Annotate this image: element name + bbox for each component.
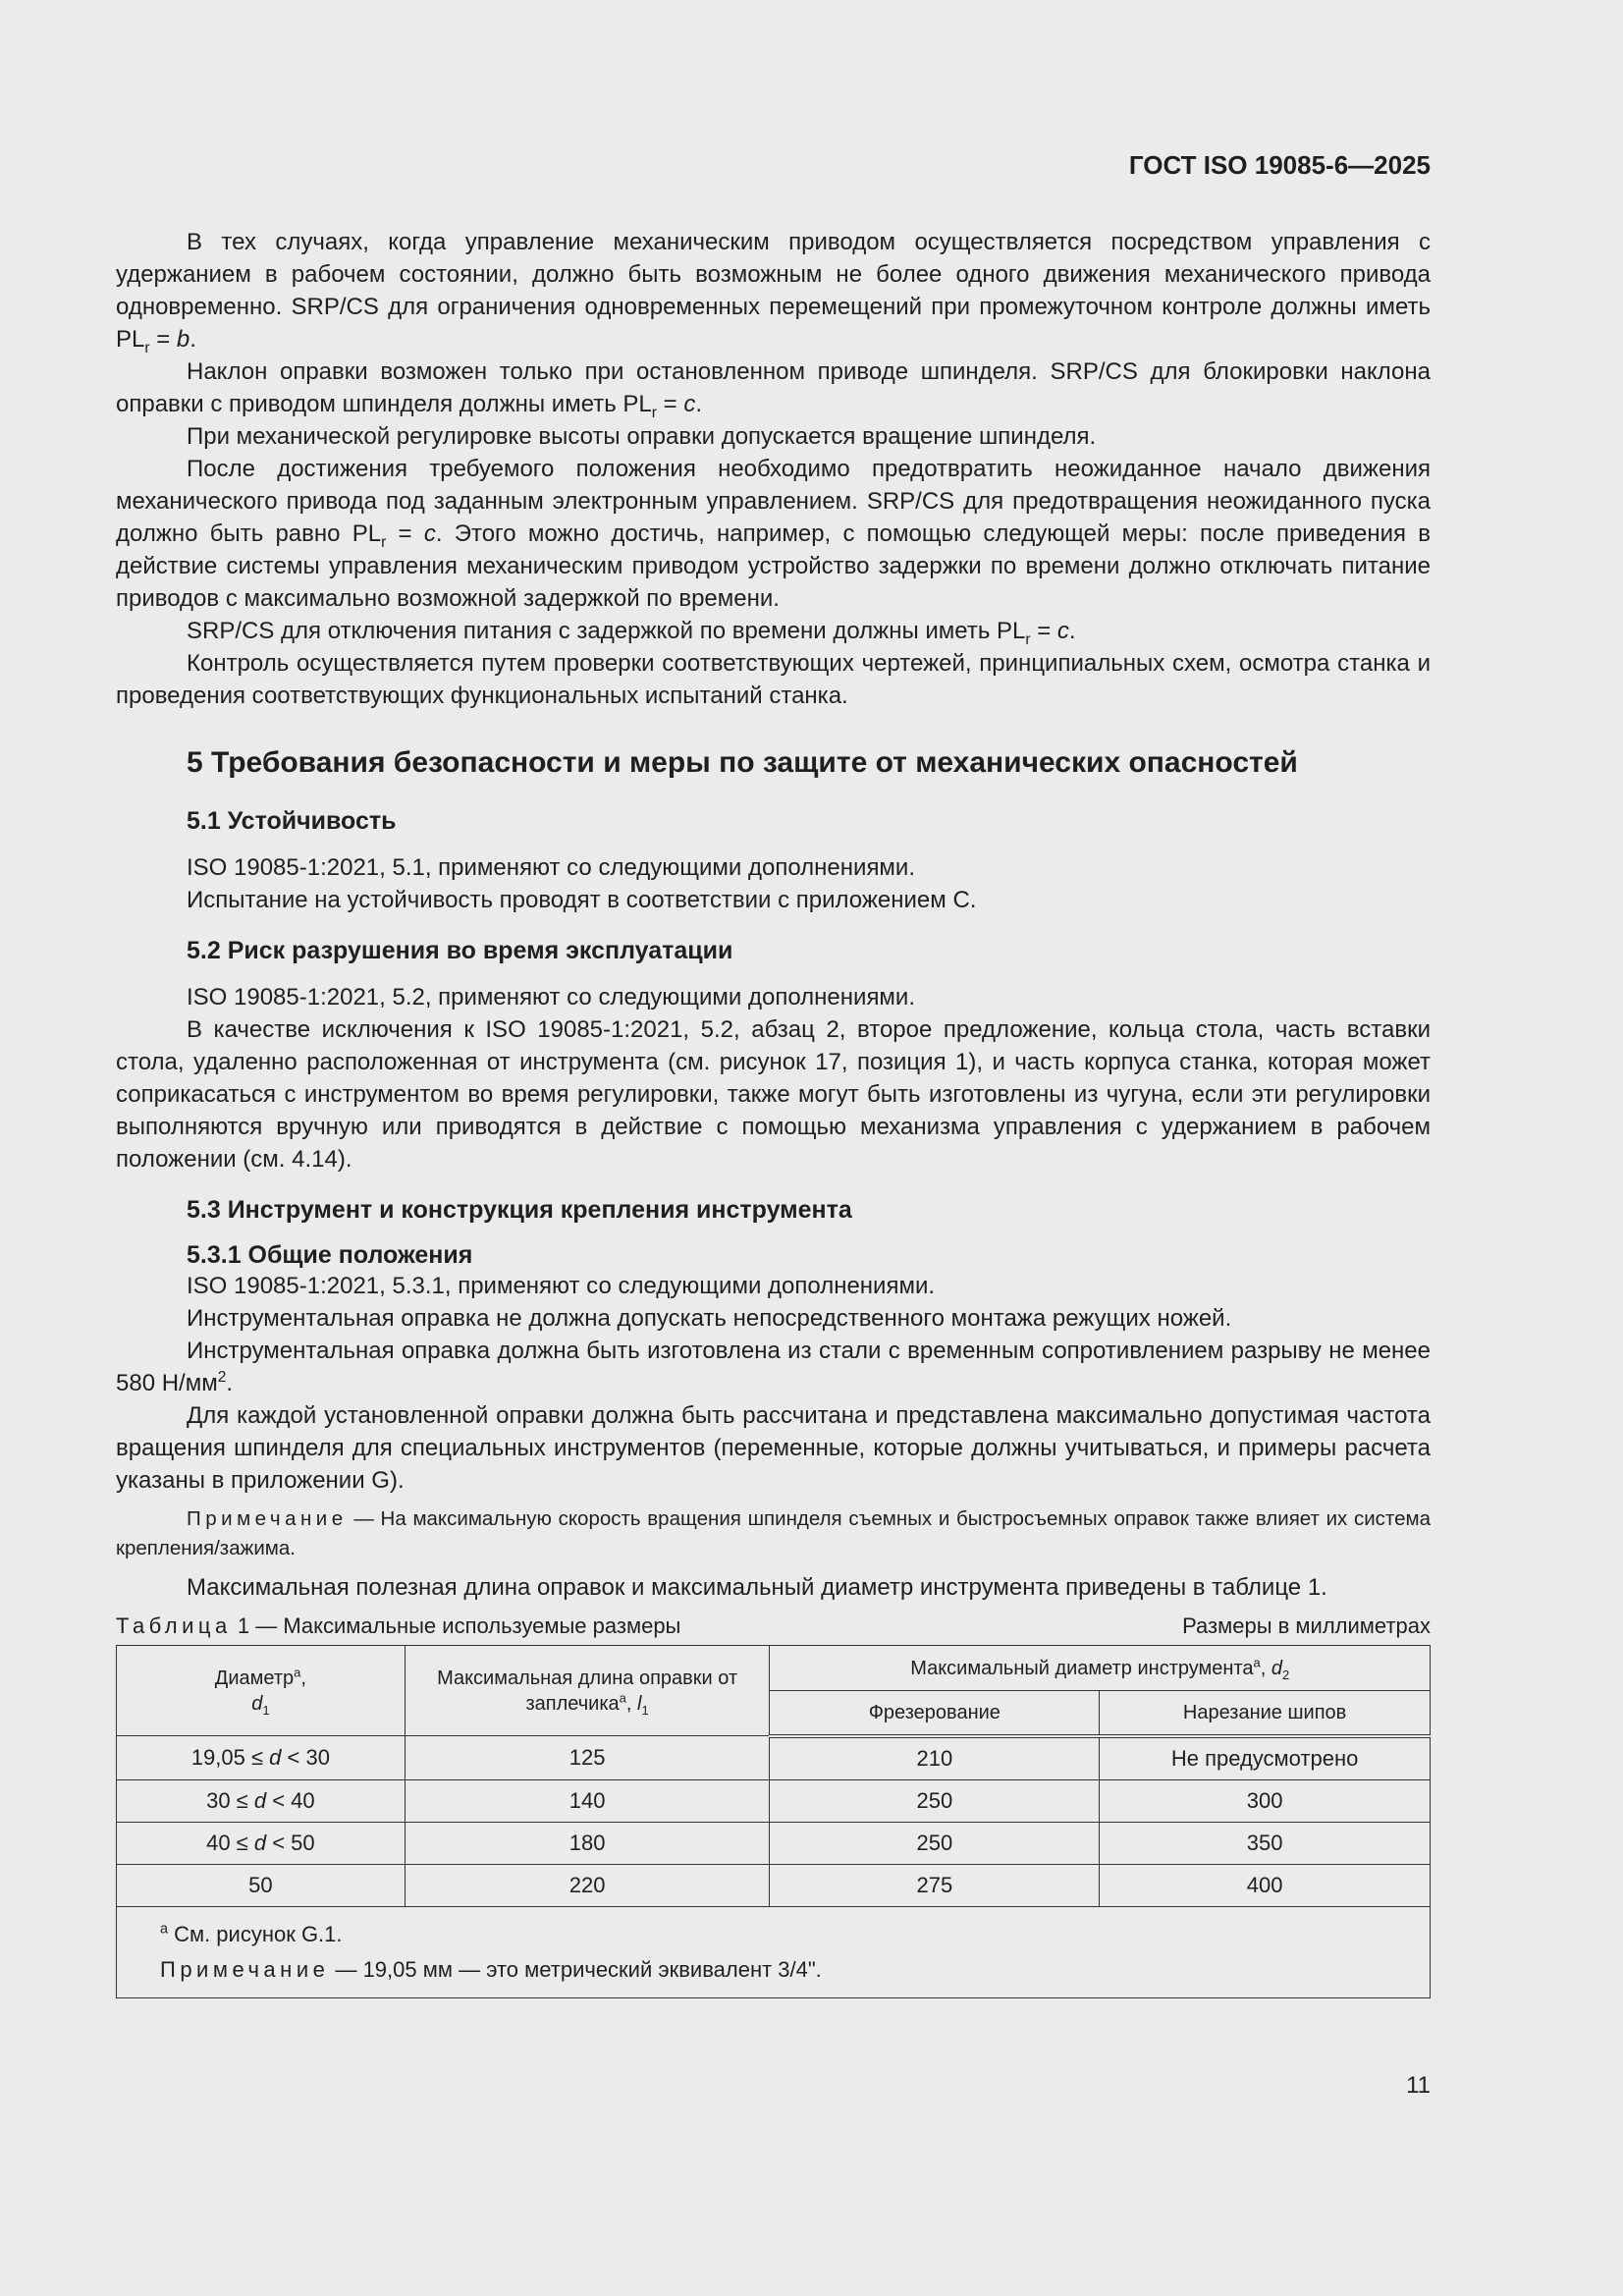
subsection-heading: 5.1 Устойчивость (187, 807, 397, 835)
table-row: 19,05 ≤ d < 30 125 210 Не предусмотрено (117, 1736, 1431, 1780)
note: Примечание — На максимальную скорость вращения шпинделя съемных и быстросъемных оправок также влияет их система крепления/зажима. (116, 1507, 1431, 1559)
paragraph: После достижения требуемого положения необходимо предотвратить неожиданное начало движения механического привода под заданным электронным управлением. SRP/CS для предотвращения неожиданного пуска должно быть равно $PL_r = c$. Этого можно достичь, например, с помощью следующей меры: после приведения в действие системы управления механическим приводом устройство задержки по времени должно отключать питание приводов с максимально возможной задержкой по времени. (116, 456, 1431, 612)
paragraph: В качестве исключения к ISO 19085-1:2021, 5.2, абзац 2, второе предложение, кольца стола, часть вставки стола, удаленно расположенная от инструмента (см. рисунок 17, позиция 1), и часть корпуса станка, которая может соприкасаться с инструментом во время регулировки, также могут быть изготовлены из чугуна, если эти регулировки выполняются вручную или приводятся в действие с помощью механизма управления с удержанием в рабочем положении (см. 4.14). (116, 1016, 1431, 1173)
paragraph: Наклон оправки возможен только при остановленном приводе шпинделя. SRP/CS для блокировки наклона оправки с приводом шпинделя должны иметь $PL_r = c$. (116, 358, 1431, 421)
paragraph: Инструментальная оправка не должна допускать непосредственного монтажа режущих ножей. (187, 1305, 1232, 1332)
table-note: Примечание — 19,05 мм — это метрический эквивалент 3/4". (160, 1956, 822, 1982)
paragraph: ISO 19085-1:2021, 5.2, применяют со следующими дополнениями. (187, 984, 916, 1011)
table-caption: Таблица 1 — Максимальные используемые размеры Размеры в миллиметрах (116, 1612, 1431, 1641)
table-footnote: $^a$ См. рисунок G.1. (160, 1921, 343, 1946)
paragraph: Максимальная полезная длина оправок и максимальный диаметр инструмента приведены в таблице 1. (187, 1574, 1327, 1601)
paragraph: SRP/CS для отключения питания с задержкой по времени должны иметь $PL_r = c$. (187, 618, 1076, 648)
subsection-heading: 5.2 Риск разрушения во время эксплуатации (187, 937, 733, 964)
section-heading: 5 Требования безопасности и меры по защите от механических опасностей (187, 746, 1298, 779)
table-row: 30 ≤ d < 40 140 250 300 (117, 1779, 1431, 1822)
page-content (116, 226, 1431, 1998)
paragraph: При механической регулировке высоты оправки допускается вращение шпинделя. (187, 423, 1097, 450)
header-tenoning: Нарезание шипов (1100, 1691, 1431, 1736)
table-units: Размеры в миллиметрах (1182, 1613, 1431, 1638)
table-row: 40 ≤ d < 50 180 250 350 (117, 1822, 1431, 1864)
dimensions-table (116, 1645, 1431, 1998)
paragraph: ISO 19085-1:2021, 5.1, применяют со следующими дополнениями. (187, 854, 916, 881)
document-header: ГОСТ ISO 19085-6—2025 (1128, 150, 1431, 180)
paragraph: Испытание на устойчивость проводят в соответствии с приложением С. (187, 887, 977, 913)
subsubsection-heading: 5.3.1 Общие положения (187, 1241, 473, 1269)
paragraph: Инструментальная оправка должна быть изготовлена из стали с временным сопротивлением разрыву не менее 580 $Н/мм^2$. (116, 1338, 1431, 1396)
paragraph: Контроль осуществляется путем проверки соответствующих чертежей, принципиальных схем, осмотра станка и проведения соответствующих функциональных испытаний станка. (116, 650, 1431, 709)
paragraph: Для каждой установленной оправки должна быть рассчитана и представлена максимально допустимая частота вращения шпинделя для специальных инструментов (переменные, которые должны учитываться, и примеры расчета указаны в приложении G). (116, 1402, 1431, 1494)
header-milling: Фрезерование (770, 1691, 1100, 1736)
table-footnotes (117, 1906, 1431, 1997)
subsection-heading: 5.3 Инструмент и конструкция крепления инструмента (187, 1196, 852, 1224)
paragraph: В тех случаях, когда управление механическим приводом осуществляется посредством управления с удержанием в рабочем состоянии, должно быть возможным не более одного движения механического привода одновременно. SRP/CS для ограничения одновременных перемещений при промежуточном контроле должны иметь $PL_r = b$. (116, 229, 1431, 356)
header-diameter: Диаметр$^a$, $d_1$ (117, 1646, 406, 1736)
table-row: 50 220 275 400 (117, 1864, 1431, 1906)
paragraph: ISO 19085-1:2021, 5.3.1, применяют со следующими дополнениями. (187, 1273, 936, 1299)
page-number: 11 (1406, 2072, 1431, 2099)
header-length: Максимальная длина оправки от заплечика$^a$, $l_1$ (405, 1646, 770, 1736)
header-tool-diameter: Максимальный диаметр инструмента$^a$, $d_2$ (770, 1646, 1431, 1691)
